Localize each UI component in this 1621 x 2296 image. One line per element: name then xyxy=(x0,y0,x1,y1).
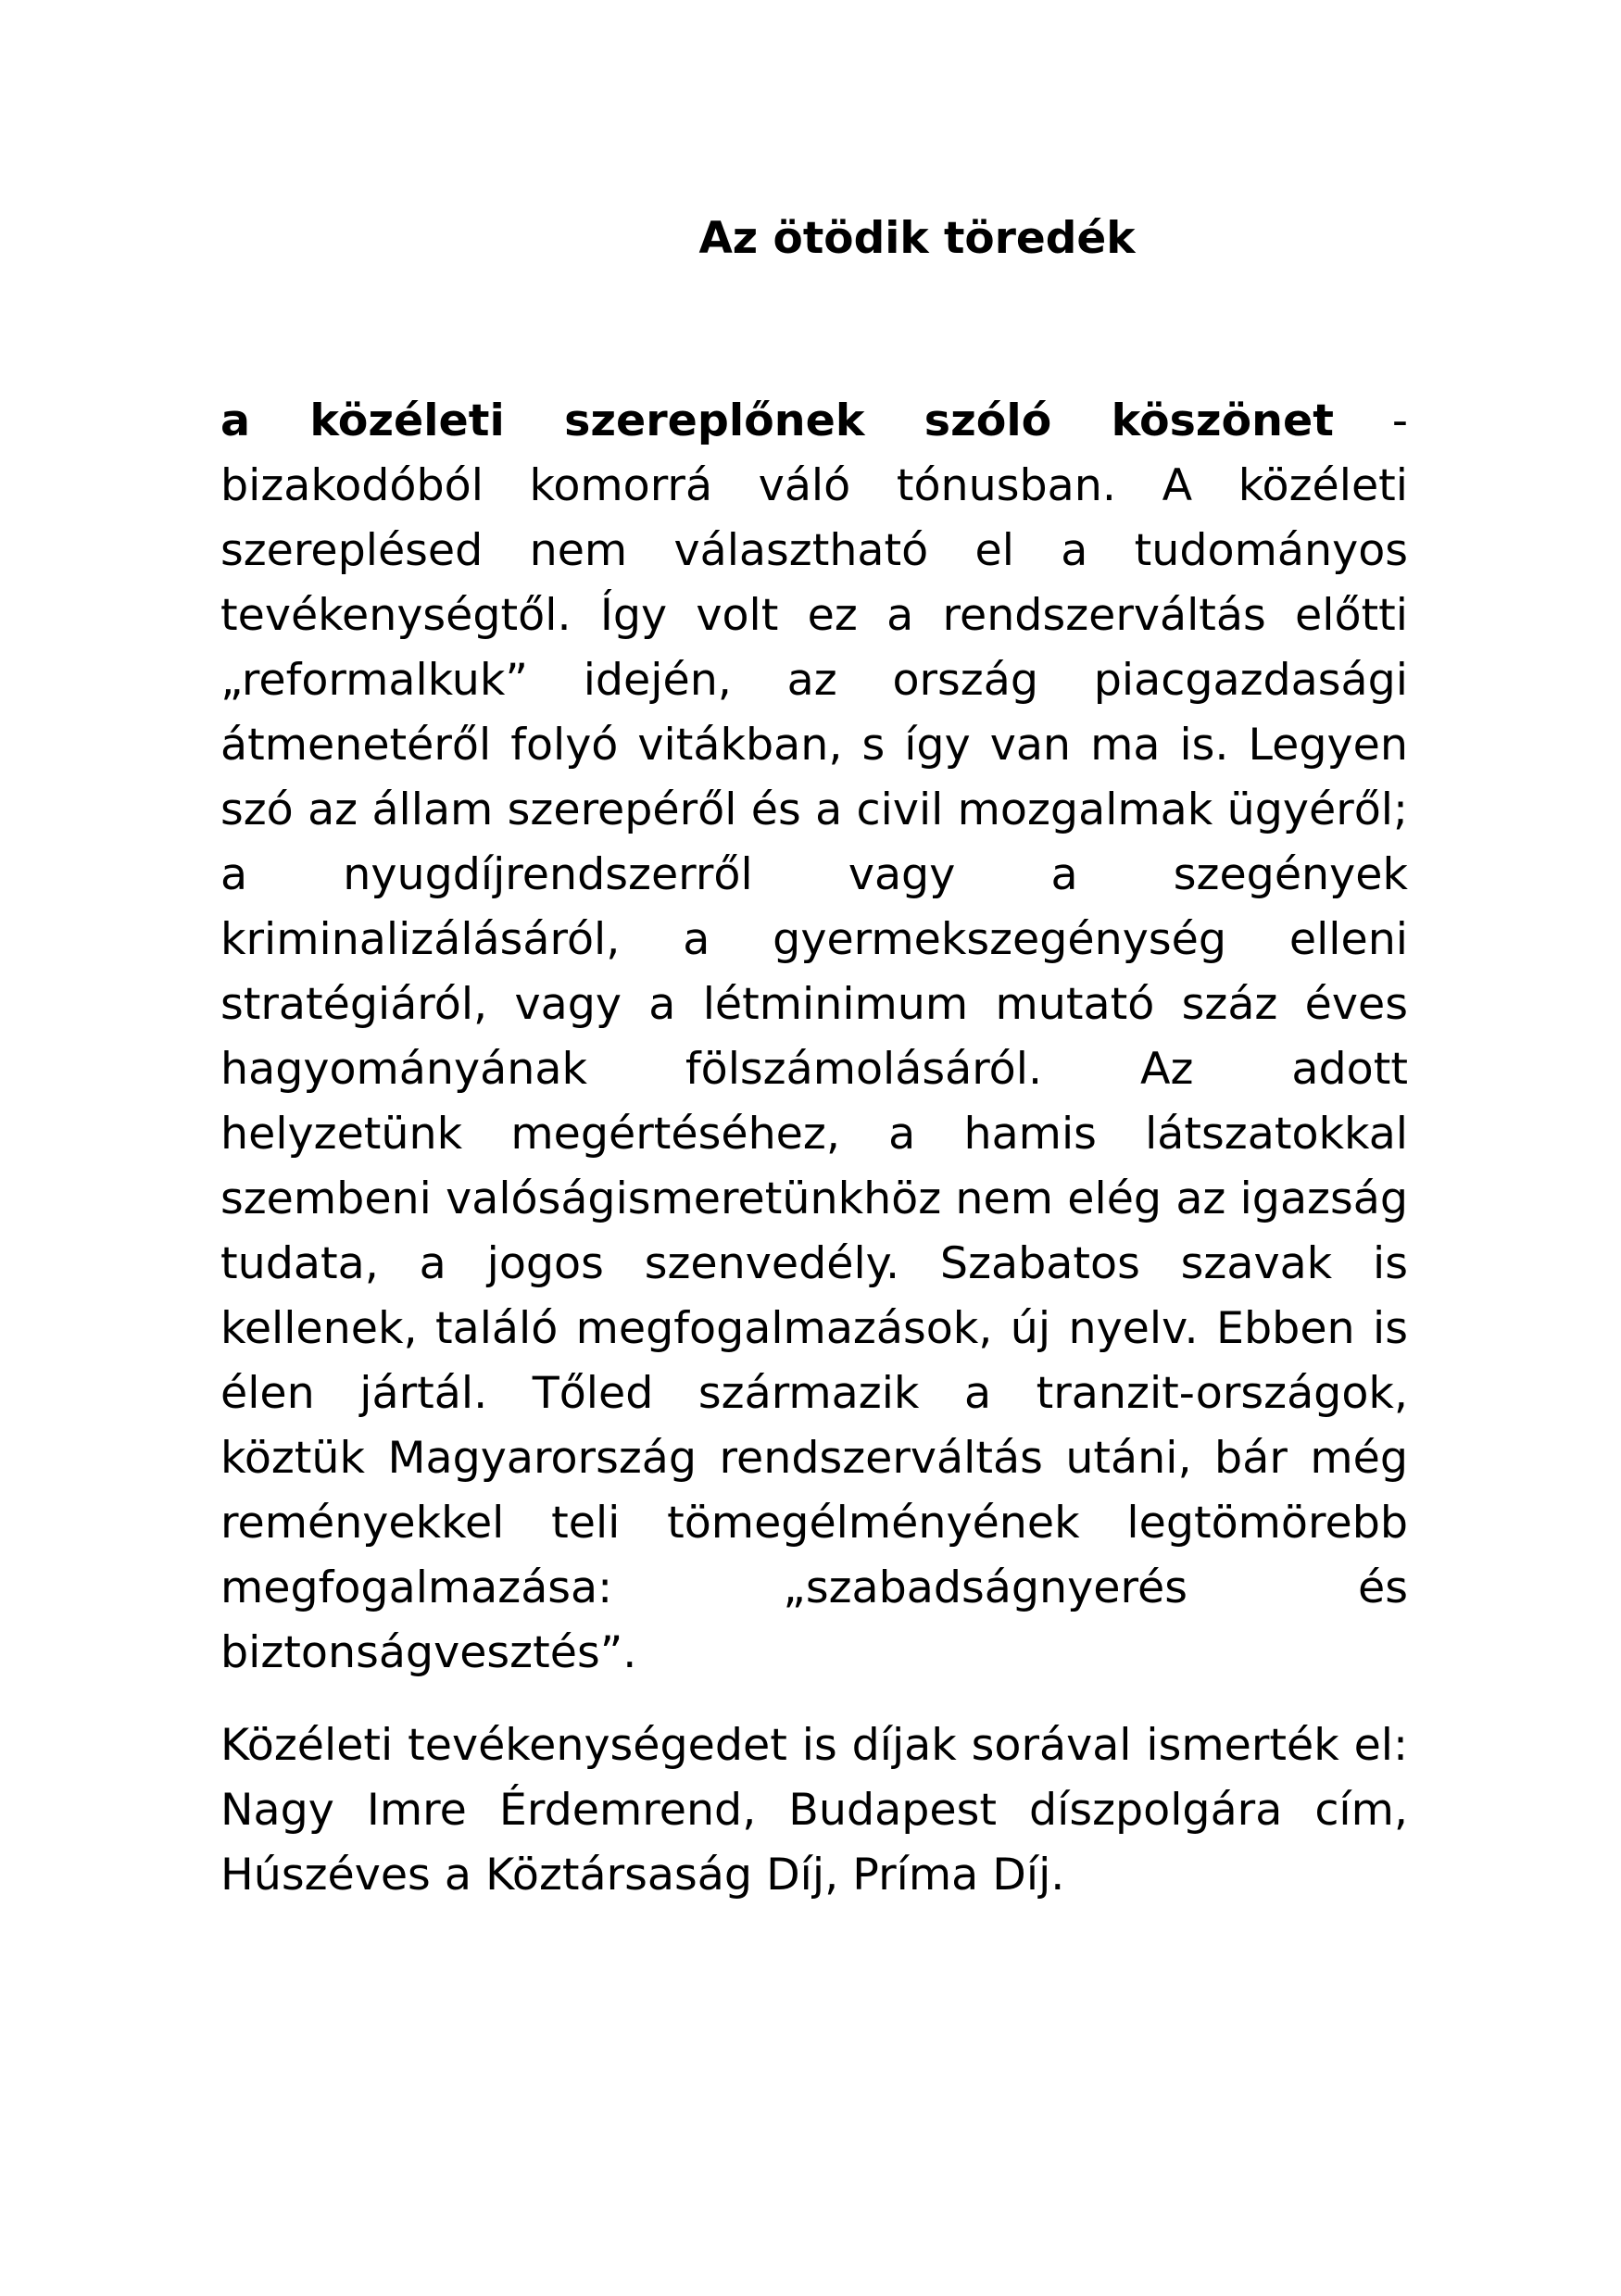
paragraph-1 xyxy=(220,389,1408,1686)
body-text xyxy=(220,389,1408,1908)
paragraph-1-text: - bizakodóból komorrá váló tónusban. A közéleti szereplésed nem választható el a tudományos tevékenységtől. Így volt ez a rendszerváltás előtti „reformalkuk” idején, az ország piacgazdasági átmenetéről folyó vitákban, s így van ma is. Legyen szó az állam szerepéről és a civil mozgalmak ügyéről; a nyugdíjrendszerről vagy a szegények kriminalizálásáról, a gyermekszegénység elleni stratégiáról, vagy a létminimum mutató száz éves hagyományának fölszámolásáról. Az adott helyzetünk megértéséhez, a hamis látszatokkal szembeni valóságismeretünkhöz nem elég az igazság tudata, a jogos szenvedély. Szabatos szavak is kellenek, találó megfogalmazások, új nyelv. Ebben is élen jártál. Tőled származik a tranzit-országok, köztük Magyarország rendszerváltás utáni, bár még reményekkel teli tömegélményének legtömörebb megfogalmazása: „szabadságnyerés és biztonságvesztés”. xyxy=(220,395,1408,1678)
paragraph-lead: a közéleti szereplőnek szóló köszönet xyxy=(220,395,1334,446)
paragraph-2: Közéleti tevékenységedet is díjak sorával ismerték el: Nagy Imre Érdemrend, Budapest díszpolgára cím, Húszéves a Köztársaság Díj, Príma Díj. xyxy=(220,1720,1408,1901)
page-title: Az ötödik töredék xyxy=(698,213,1136,264)
